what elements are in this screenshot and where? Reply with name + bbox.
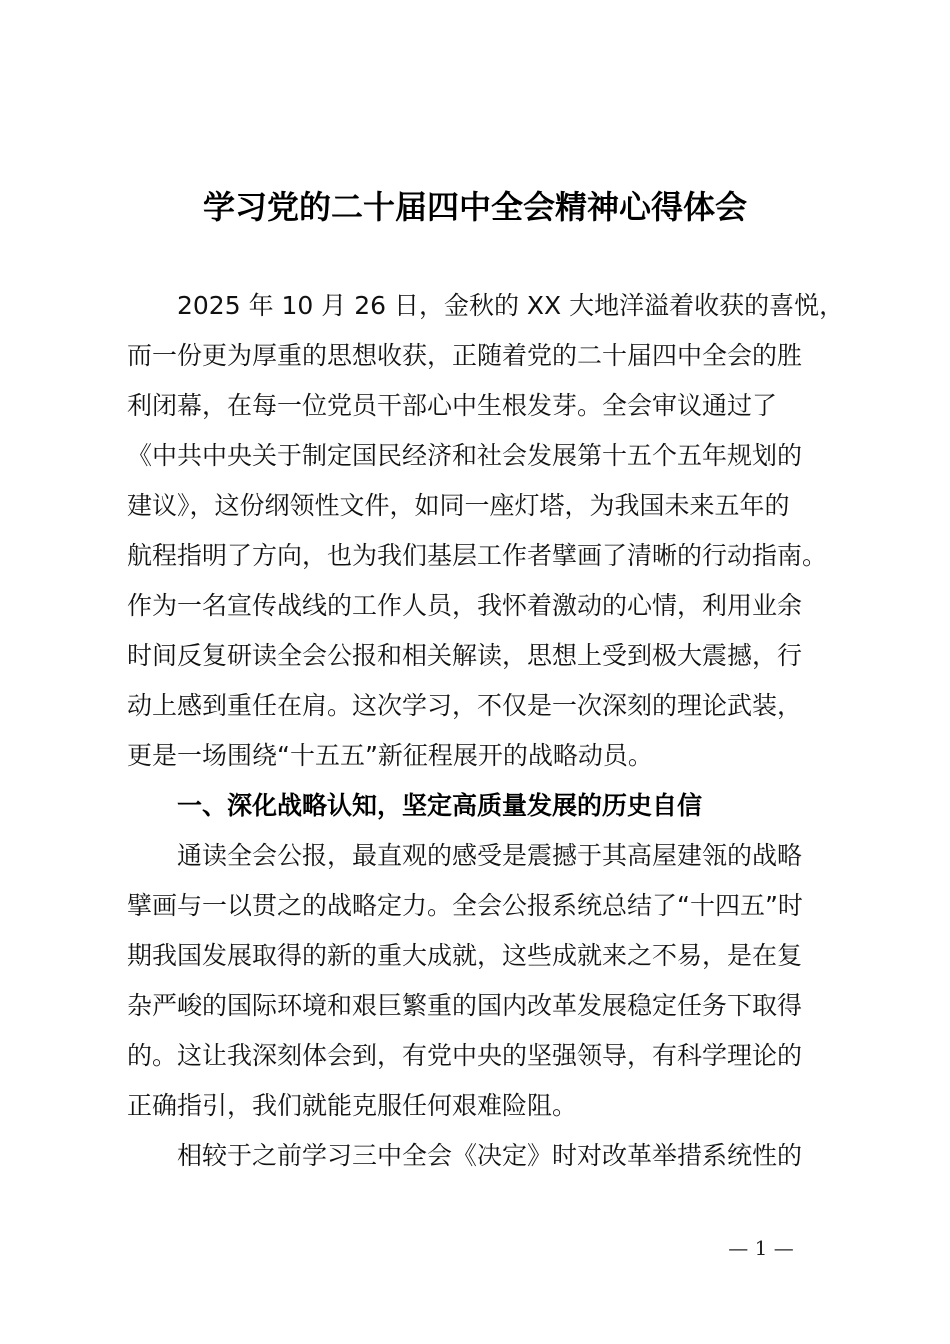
page-number: — 1 — [728, 1236, 794, 1260]
paragraph-line: 2025 年 10 月 26 日，金秋的 XX 大地洋溢着收获的喜悦， [177, 291, 845, 320]
paragraph-line: 建议》，这份纲领性文件，如同一座灯塔，为我国未来五年的 [127, 491, 790, 520]
paragraph-line: 动上感到重任在肩。这次学习，不仅是一次深刻的理论武装， [127, 691, 803, 720]
paragraph-line: 《中共中央关于制定国民经济和社会发展第十五个五年规划的 [127, 441, 803, 470]
paragraph-line: 而一份更为厚重的思想收获，正随着党的二十届四中全会的胜 [127, 341, 803, 370]
paragraph-line: 航程指明了方向，也为我们基层工作者擘画了清晰的行动指南。 [127, 541, 828, 570]
paragraph-line: 杂严峻的国际环境和艰巨繁重的国内改革发展稳定任务下取得 [127, 991, 803, 1020]
paragraph-line: 期我国发展取得的新的重大成就，这些成就来之不易，是在复 [127, 941, 803, 970]
paragraph-line: 作为一名宣传战线的工作人员，我怀着激动的心情，利用业余 [127, 591, 803, 620]
paragraph-line: 擘画与一以贯之的战略定力。全会公报系统总结了“十四五”时 [127, 891, 803, 920]
paragraph-line: 相较于之前学习三中全会《决定》时对改革举措系统性的 [177, 1141, 803, 1170]
paragraph-line: 更是一场围绕“十五五”新征程展开的战略动员。 [127, 741, 653, 770]
paragraph-line: 通读全会公报，最直观的感受是震撼于其高屋建瓴的战略 [177, 841, 803, 870]
paragraph-line: 利闭幕，在每一位党员干部心中生根发芽。全会审议通过了 [127, 391, 778, 420]
paragraph-line: 时间反复研读全会公报和相关解读，思想上受到极大震撼，行 [127, 641, 803, 670]
paragraph-line: 正确指引，我们就能克服任何艰难险阻。 [127, 1091, 578, 1120]
paragraph-line: 的。这让我深刻体会到，有党中央的坚强领导，有科学理论的 [127, 1041, 803, 1070]
section-heading: 一、深化战略认知，坚定高质量发展的历史自信 [177, 791, 703, 820]
document-title: 学习党的二十届四中全会精神心得体会 [202, 188, 747, 226]
